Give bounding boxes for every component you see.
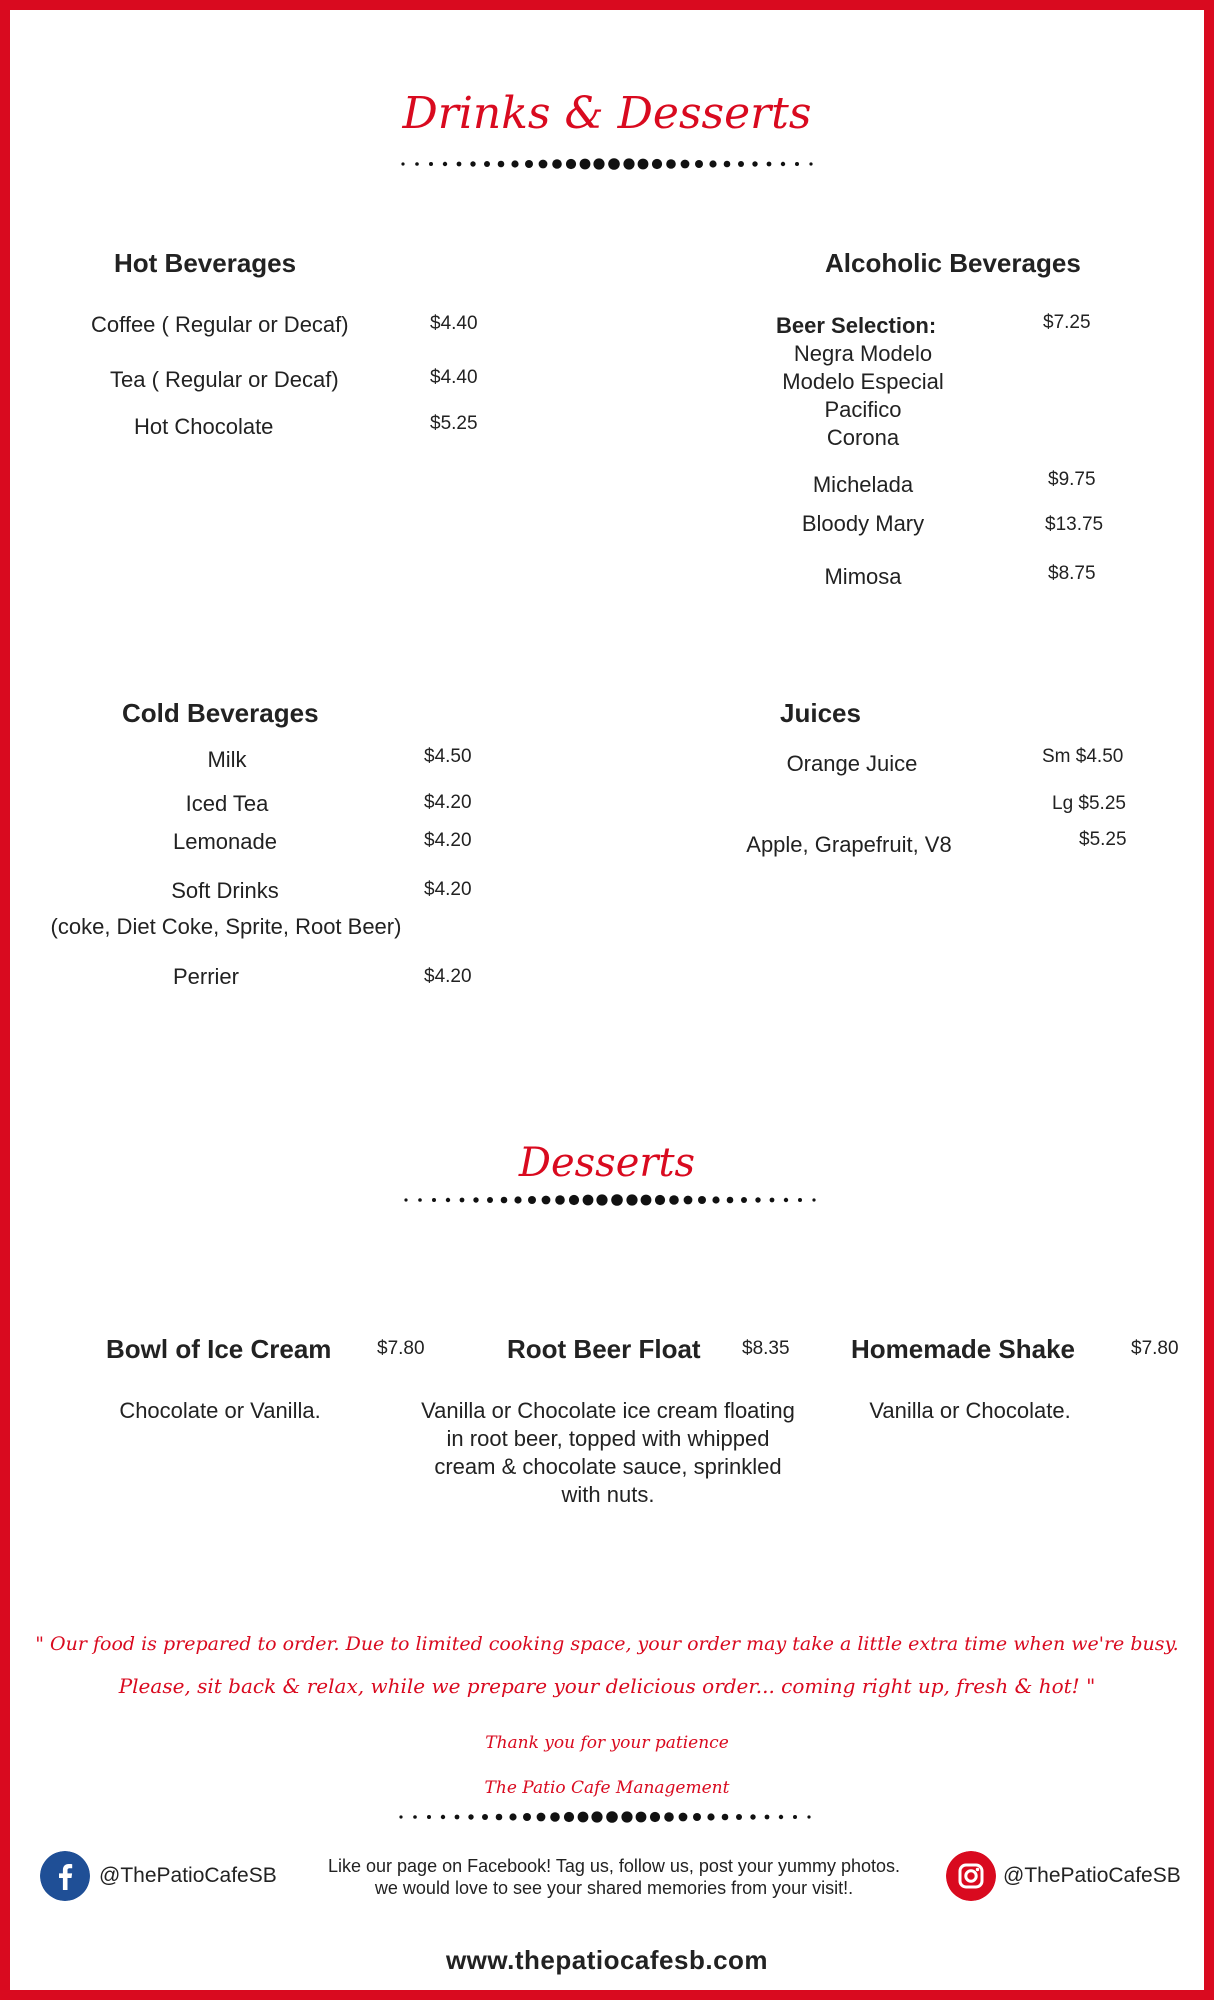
beer-option: Corona [826, 425, 900, 450]
social-text-line: Like our page on Facebook! Tag us, follow us, post your yummy photos. [328, 1856, 900, 1876]
menu-item-price: $8.75 [1048, 563, 1096, 584]
social-text-line: we would love to see your shared memories from your visit!. [374, 1878, 854, 1898]
menu-item-price: Lg $5.25 [1052, 793, 1126, 814]
menu-item-name: Soft Drinks [171, 878, 279, 903]
menu-item-price: $4.20 [424, 830, 472, 851]
menu-item-name: Apple, Grapefruit, V8 [746, 832, 952, 857]
menu-item-name: Iced Tea [185, 791, 269, 816]
dessert-price: $7.80 [377, 1338, 425, 1359]
menu-item-price: $4.20 [424, 879, 472, 900]
menu-item-name: Bloody Mary [801, 511, 925, 536]
menu-item-name: Milk [207, 747, 247, 772]
instagram-handle[interactable]: @ThePatioCafeSB [1003, 1864, 1181, 1887]
alcoholic-beverages-heading: Alcoholic Beverages [825, 248, 1081, 278]
menu-item-name: Lemonade [173, 829, 277, 854]
menu-item-name: Mimosa [824, 564, 902, 589]
hot-beverages-heading: Hot Beverages [114, 248, 297, 278]
dessert-price: $8.35 [742, 1338, 790, 1359]
beer-selection-label: Beer Selection: [776, 313, 937, 338]
facebook-handle[interactable]: @ThePatioCafeSB [99, 1864, 277, 1887]
beer-price: $7.25 [1043, 312, 1091, 333]
menu-item-name: Hot Chocolate [134, 414, 274, 439]
quote-line-1: " Our food is prepared to order. Due to limited cooking space, your order may take a little extra time when we're busy. [35, 1633, 1179, 1655]
menu-item-price: $4.50 [424, 746, 472, 767]
beer-option: Pacifico [824, 397, 902, 422]
beer-option: Modelo Especial [782, 369, 944, 394]
menu-item-name: Orange Juice [786, 751, 918, 776]
menu-item-name: Perrier [172, 964, 239, 989]
dessert-name: Root Beer Float [507, 1334, 701, 1364]
dessert-description: Vanilla or Chocolate ice cream floating in root beer, topped with whipped cream & chocolate sauce, sprinkled with nuts. [421, 1398, 795, 1507]
menu-item-price: $4.20 [424, 792, 472, 813]
menu-item-price: $5.25 [1079, 829, 1127, 850]
facebook-icon[interactable] [40, 1851, 90, 1901]
menu-item-price: $5.25 [430, 413, 478, 434]
dessert-name: Homemade Shake [851, 1334, 1075, 1364]
desserts-divider [0, 1194, 1214, 1206]
website-link[interactable]: www.thepatiocafesb.com [445, 1945, 769, 1975]
menu-item-price: $9.75 [1048, 469, 1096, 490]
title-divider [0, 158, 1214, 170]
menu-item-name: Coffee ( Regular or Decaf) [91, 312, 349, 337]
dessert-name: Bowl of Ice Cream [106, 1334, 332, 1364]
menu-item-price: $4.40 [430, 313, 478, 334]
management-signature: The Patio Cafe Management [484, 1778, 730, 1798]
social-text [294, 1855, 934, 1899]
thanks-note: Thank you for your patience [485, 1733, 729, 1753]
soft-drinks-note: (coke, Diet Coke, Sprite, Root Beer) [50, 914, 402, 939]
quote-line-2: Please, sit back & relax, while we prepare your delicious order... coming right up, fresh & hot! " [118, 1674, 1096, 1698]
juices-heading: Juices [780, 698, 861, 728]
beer-option: Negra Modelo [793, 341, 933, 366]
dessert-description: Vanilla or Chocolate. [869, 1398, 1071, 1423]
instagram-icon[interactable] [946, 1851, 996, 1901]
desserts-title: Desserts [518, 1140, 696, 1186]
footer-divider [0, 1811, 1214, 1823]
dessert-description: Chocolate or Vanilla. [119, 1398, 321, 1423]
menu-item-price: $4.40 [430, 367, 478, 388]
menu-item-price: $13.75 [1045, 514, 1104, 535]
dessert-price: $7.80 [1131, 1338, 1179, 1359]
menu-item-price: $4.20 [424, 966, 472, 987]
menu-item-price: Sm $4.50 [1042, 746, 1124, 767]
drinks-title: Drinks & Desserts [402, 88, 812, 139]
menu-item-name: Michelada [812, 472, 914, 497]
cold-beverages-heading: Cold Beverages [122, 698, 319, 728]
menu-item-name: Tea ( Regular or Decaf) [110, 367, 339, 392]
